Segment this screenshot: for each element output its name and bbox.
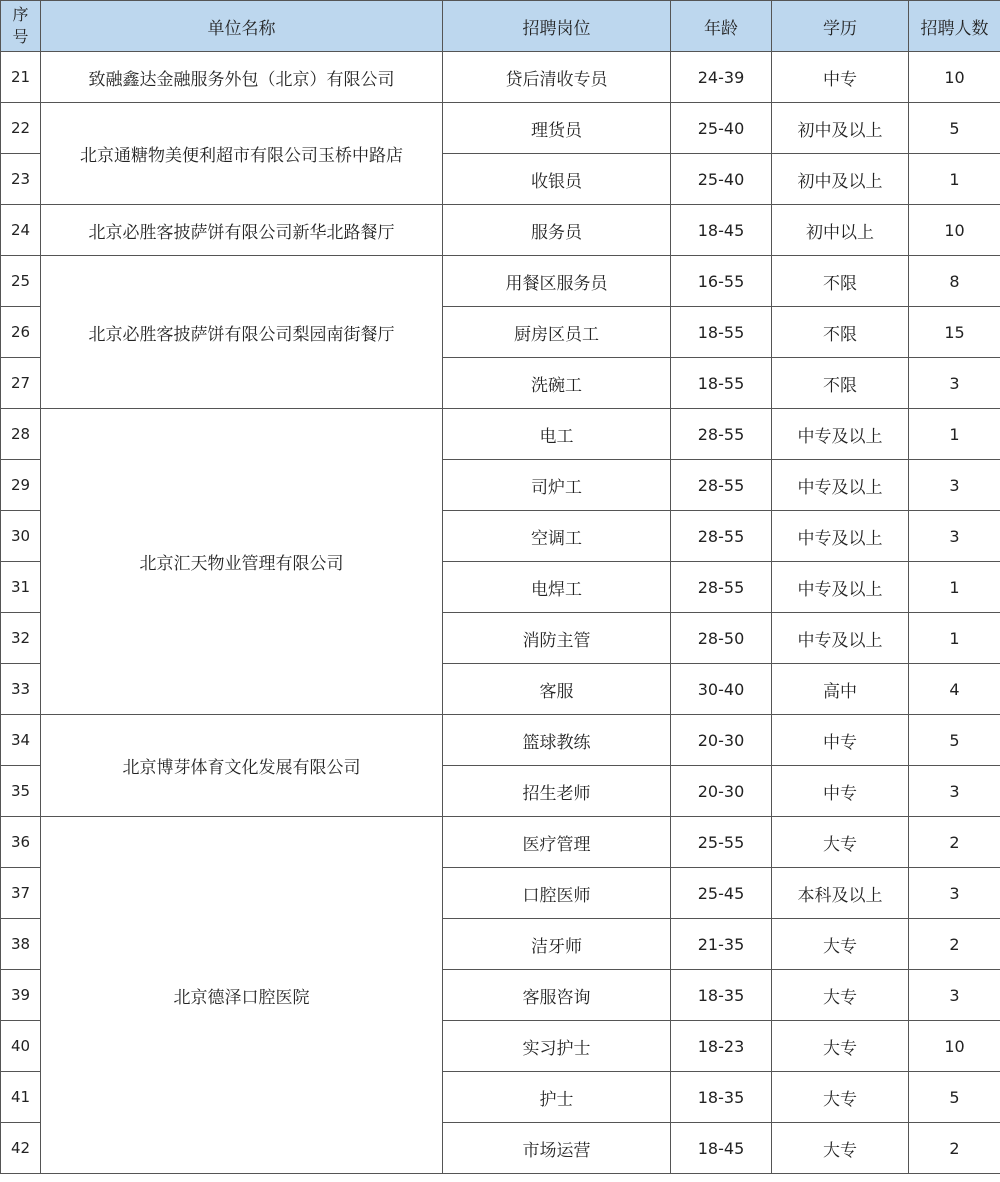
position-cell: 招生老师 [443,766,671,817]
position-cell: 消防主管 [443,613,671,664]
seq-cell: 27 [1,358,41,409]
table-header-row [1,1,1000,52]
position-cell: 用餐区服务员 [443,256,671,307]
age-cell: 28-55 [671,460,772,511]
position-cell: 洗碗工 [443,358,671,409]
header-count: 招聘人数 [909,1,1000,52]
position-cell: 理货员 [443,103,671,154]
education-cell: 本科及以上 [772,868,909,919]
age-cell: 20-30 [671,715,772,766]
position-cell: 贷后清收专员 [443,52,671,103]
count-cell: 1 [909,409,1000,460]
seq-cell: 37 [1,868,41,919]
age-cell: 28-55 [671,409,772,460]
education-cell: 中专及以上 [772,562,909,613]
seq-cell: 22 [1,103,41,154]
age-cell: 28-50 [671,613,772,664]
count-cell: 3 [909,766,1000,817]
count-cell: 3 [909,868,1000,919]
age-cell: 18-45 [671,1123,772,1174]
table-row [1,52,1000,103]
count-cell: 8 [909,256,1000,307]
age-cell: 18-23 [671,1021,772,1072]
seq-cell: 42 [1,1123,41,1174]
count-cell: 3 [909,511,1000,562]
header-age: 年龄 [671,1,772,52]
position-cell: 空调工 [443,511,671,562]
position-cell: 服务员 [443,205,671,256]
seq-cell: 41 [1,1072,41,1123]
seq-cell: 32 [1,613,41,664]
age-cell: 18-45 [671,205,772,256]
count-cell: 5 [909,715,1000,766]
table-row [1,103,1000,154]
seq-cell: 24 [1,205,41,256]
age-cell: 21-35 [671,919,772,970]
age-cell: 16-55 [671,256,772,307]
education-cell: 不限 [772,256,909,307]
count-cell: 15 [909,307,1000,358]
education-cell: 初中及以上 [772,103,909,154]
count-cell: 3 [909,970,1000,1021]
position-cell: 洁牙师 [443,919,671,970]
education-cell: 中专及以上 [772,460,909,511]
count-cell: 2 [909,1123,1000,1174]
seq-cell: 34 [1,715,41,766]
position-cell: 市场运营 [443,1123,671,1174]
count-cell: 2 [909,919,1000,970]
education-cell: 大专 [772,970,909,1021]
position-cell: 电焊工 [443,562,671,613]
age-cell: 24-39 [671,52,772,103]
seq-cell: 31 [1,562,41,613]
age-cell: 25-40 [671,103,772,154]
position-cell: 电工 [443,409,671,460]
education-cell: 中专及以上 [772,613,909,664]
count-cell: 3 [909,460,1000,511]
seq-cell: 25 [1,256,41,307]
company-cell: 北京通糖物美便利超市有限公司玉桥中路店 [41,103,443,205]
age-cell: 28-55 [671,511,772,562]
seq-cell: 29 [1,460,41,511]
position-cell: 客服咨询 [443,970,671,1021]
count-cell: 5 [909,103,1000,154]
position-cell: 口腔医师 [443,868,671,919]
seq-cell: 38 [1,919,41,970]
seq-cell: 40 [1,1021,41,1072]
seq-cell: 33 [1,664,41,715]
position-cell: 厨房区员工 [443,307,671,358]
position-cell: 篮球教练 [443,715,671,766]
header-seq-line2: 号 [12,27,29,46]
seq-cell: 23 [1,154,41,205]
count-cell: 1 [909,613,1000,664]
education-cell: 大专 [772,1072,909,1123]
seq-cell: 30 [1,511,41,562]
age-cell: 25-40 [671,154,772,205]
company-cell: 北京汇天物业管理有限公司 [41,409,443,715]
education-cell: 不限 [772,307,909,358]
education-cell: 中专 [772,52,909,103]
company-cell: 北京德泽口腔医院 [41,817,443,1174]
education-cell: 初中以上 [772,205,909,256]
education-cell: 高中 [772,664,909,715]
education-cell: 大专 [772,1123,909,1174]
seq-cell: 36 [1,817,41,868]
table-row [1,256,1000,307]
count-cell: 2 [909,817,1000,868]
education-cell: 中专及以上 [772,511,909,562]
position-cell: 医疗管理 [443,817,671,868]
count-cell: 1 [909,154,1000,205]
count-cell: 10 [909,52,1000,103]
count-cell: 10 [909,205,1000,256]
company-cell: 北京必胜客披萨饼有限公司梨园南街餐厅 [41,256,443,409]
position-cell: 司炉工 [443,460,671,511]
education-cell: 初中及以上 [772,154,909,205]
table-row [1,715,1000,766]
count-cell: 1 [909,562,1000,613]
seq-cell: 26 [1,307,41,358]
count-cell: 3 [909,358,1000,409]
education-cell: 中专 [772,766,909,817]
education-cell: 中专 [772,715,909,766]
company-cell: 致融鑫达金融服务外包（北京）有限公司 [41,52,443,103]
count-cell: 4 [909,664,1000,715]
seq-cell: 28 [1,409,41,460]
education-cell: 不限 [772,358,909,409]
count-cell: 5 [909,1072,1000,1123]
table-row [1,205,1000,256]
position-cell: 客服 [443,664,671,715]
education-cell: 中专及以上 [772,409,909,460]
position-cell: 实习护士 [443,1021,671,1072]
header-education: 学历 [772,1,909,52]
company-cell: 北京博芽体育文化发展有限公司 [41,715,443,817]
seq-cell: 21 [1,52,41,103]
count-cell: 10 [909,1021,1000,1072]
age-cell: 18-55 [671,307,772,358]
age-cell: 25-45 [671,868,772,919]
age-cell: 28-55 [671,562,772,613]
company-cell: 北京必胜客披萨饼有限公司新华北路餐厅 [41,205,443,256]
table-row [1,817,1000,868]
position-cell: 收银员 [443,154,671,205]
header-seq-line1: 序 [12,5,29,24]
header-seq [1,1,41,52]
header-position: 招聘岗位 [443,1,671,52]
position-cell: 护士 [443,1072,671,1123]
seq-cell: 35 [1,766,41,817]
age-cell: 30-40 [671,664,772,715]
age-cell: 18-35 [671,1072,772,1123]
seq-cell: 39 [1,970,41,1021]
age-cell: 20-30 [671,766,772,817]
table-row [1,409,1000,460]
education-cell: 大专 [772,817,909,868]
age-cell: 18-55 [671,358,772,409]
age-cell: 25-55 [671,817,772,868]
header-company: 单位名称 [41,1,443,52]
education-cell: 大专 [772,919,909,970]
age-cell: 18-35 [671,970,772,1021]
education-cell: 大专 [772,1021,909,1072]
